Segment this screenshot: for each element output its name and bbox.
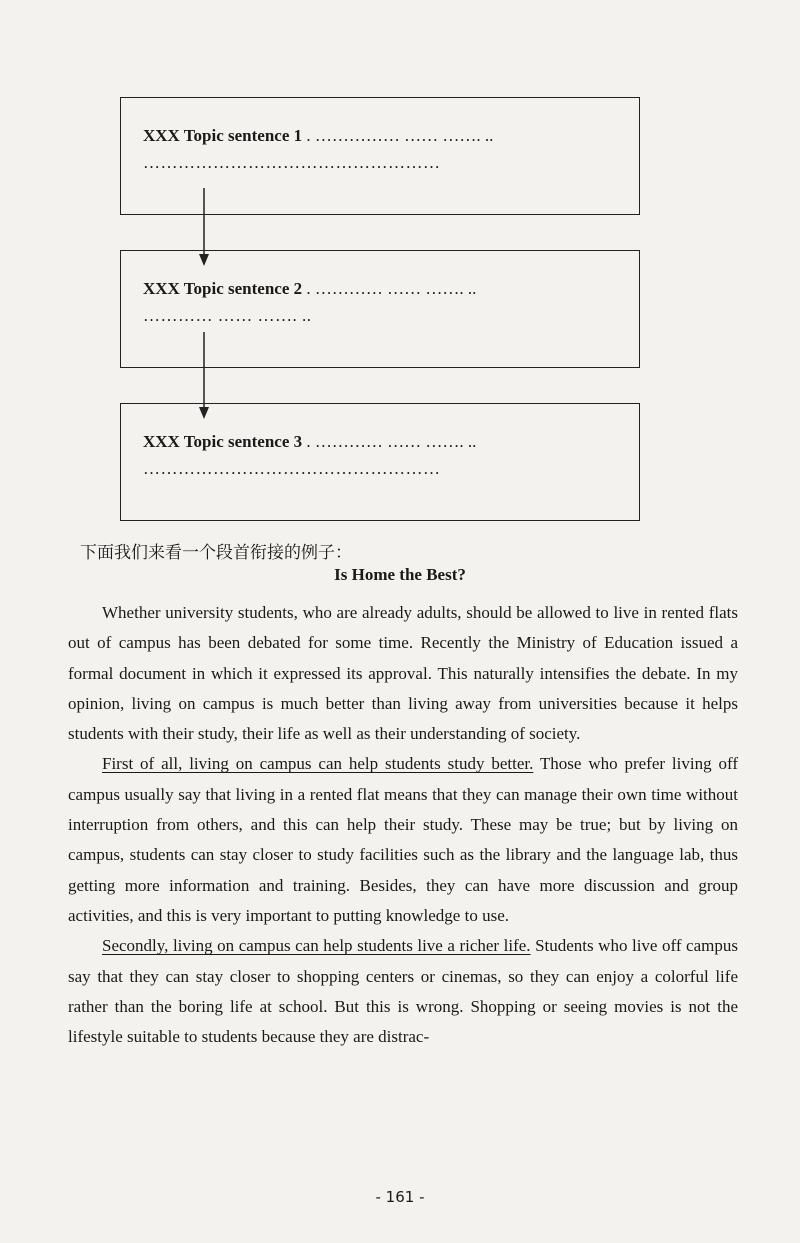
paragraph-2-body: Those who prefer living off campus usually say that living in a rented flat means that they can manage their own time without interruption from others, and this can help their study. These may be true; but by living on campus, students can stay closer to study facilities such as the library and the language lab, thus getting more information and training. Besides, they can have more discussion and group activities, and this is very important to putting knowledge to use. — [68, 754, 738, 925]
topic-sentence-label: XXX Topic sentence 3 — [143, 432, 303, 451]
essay-title: Is Home the Best? — [334, 565, 466, 584]
topic-box-3 — [120, 403, 640, 521]
paragraph-3 — [68, 931, 738, 1052]
topic-dots: . ………… …… ……. .. — [302, 432, 477, 451]
topic-sentence-underlined: Secondly, living on campus can help students live a richer life. — [102, 936, 531, 956]
paragraph-2 — [68, 749, 738, 931]
topic-sentence-label: XXX Topic sentence 2 — [143, 279, 303, 298]
topic-dots: . …………… …… ……. .. — [302, 126, 494, 145]
page-number: - 161 - — [375, 1188, 425, 1206]
topic-line — [143, 279, 476, 299]
topic-line — [143, 432, 476, 452]
essay-body — [68, 598, 738, 1052]
paragraph-3-body: Students who live off campus say that they can stay closer to shopping centers or cinemas, so they can enjoy a colorful life rather than the boring life at school. But this is wrong. Shopping or seeing movies is not the lifestyle suitable to students because they are distrac- — [68, 936, 738, 1047]
topic-dots: . ………… …… ……. .. — [302, 279, 477, 298]
topic-box-2 — [120, 250, 640, 368]
continuation-dots: ………… …… ……. .. — [143, 306, 312, 325]
continuation-dots: …………………………………………… — [143, 153, 441, 172]
topic-sentence-underlined: First of all, living on campus can help students study better. — [102, 754, 534, 774]
paragraph-1: Whether university students, who are already adults, should be allowed to live in rented flats out of campus has been debated for some time. Recently the Ministry of Education issued a formal document in which it expressed its approval. This naturally intensifies the debate. In my opinion, living on campus is much better than living away from universities because it helps students with their study, their life as well as their understanding of society. — [68, 603, 738, 744]
topic-sentence-label: XXX Topic sentence 1 — [143, 126, 303, 145]
topic-box-1 — [120, 97, 640, 215]
topic-line — [143, 126, 493, 146]
continuation-dots: …………………………………………… — [143, 459, 441, 478]
intro-chinese: 下面我们来看一个段首衔接的例子： — [80, 543, 352, 563]
